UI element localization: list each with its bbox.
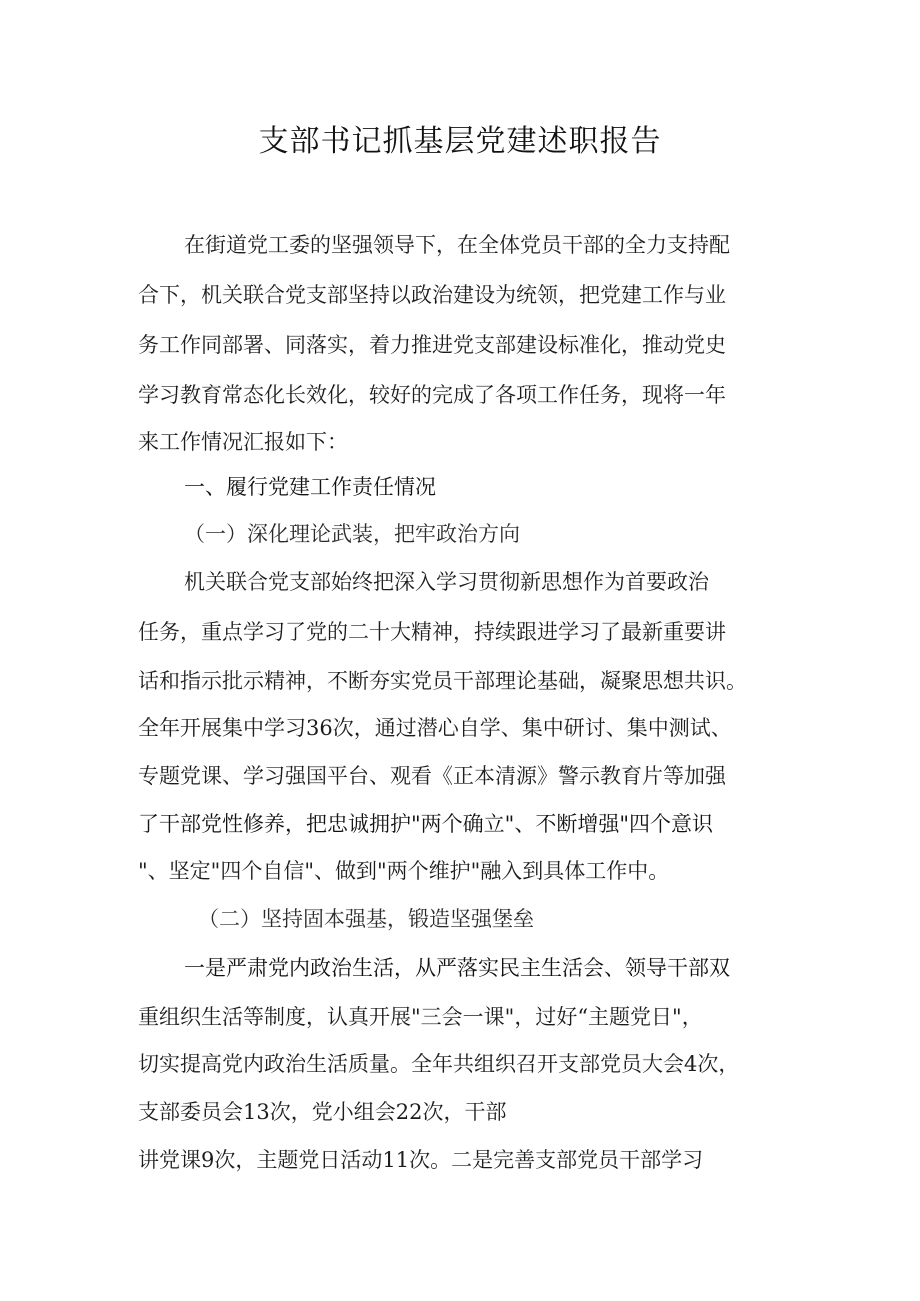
paragraph-line: 务工作同部署、同落实，着力推进党支部建设标准化，推动党史 <box>138 333 726 357</box>
paragraph-line: 专题党课、学习强国平台、观看《正本清源》警示教育片等加强 <box>138 764 726 788</box>
paragraph-line: 机关联合党支部始终把深入学习贯彻新思想作为首要政治 <box>184 570 709 594</box>
section-heading: 一、履行党建工作责任情况 <box>184 475 436 499</box>
paragraph-line: 支部委员会13次，党小组会22次，干部 <box>138 1100 507 1124</box>
paragraph-line: 切实提高党内政治生活质量。全年共组织召开支部党员大会4次， <box>138 1052 740 1076</box>
paragraph-line: 话和指示批示精神，不断夯实党员干部理论基础，凝聚思想共识。 <box>138 669 747 693</box>
paragraph-line: 重组织生活等制度，认真开展"三会一课"，过好“主题党日"， <box>138 1005 703 1029</box>
paragraph-line: 来工作情况汇报如下： <box>138 430 348 454</box>
paragraph-line: "、坚定"四个自信"、做到"两个维护"融入到具体工作中。 <box>138 859 670 883</box>
subsection-heading: （一）深化理论武装，把牢政治方向 <box>184 522 520 546</box>
paragraph-line: 全年开展集中学习36次，通过潜心自学、集中研讨、集中测试、 <box>138 716 732 740</box>
paragraph-line: 一是严肃党内政治生活，从严落实民主生活会、领导干部双 <box>184 956 730 980</box>
paragraph-line: 学习教育常态化长效化，较好的完成了各项工作任务，现将一年 <box>138 383 726 407</box>
page-title: 支部书记抓基层党建述职报告 <box>258 124 662 159</box>
paragraph-line: 合下，机关联合党支部坚持以政治建设为统领，把党建工作与业 <box>138 283 726 307</box>
paragraph-line: 任务，重点学习了党的二十大精神，持续跟进学习了最新重要讲 <box>138 620 726 644</box>
paragraph-line: 在街道党工委的坚强领导下，在全体党员干部的全力支持配 <box>184 233 730 257</box>
subsection-heading: （二）坚持固本强基，锻造坚强堡垒 <box>198 907 534 931</box>
paragraph-line: 了干部党性修养，把忠诚拥护"两个确立"、不断增强"四个意识 <box>138 812 713 836</box>
paragraph-line: 讲党课9次，主题党日活动11次。二是完善支部党员干部学习 <box>138 1148 704 1172</box>
